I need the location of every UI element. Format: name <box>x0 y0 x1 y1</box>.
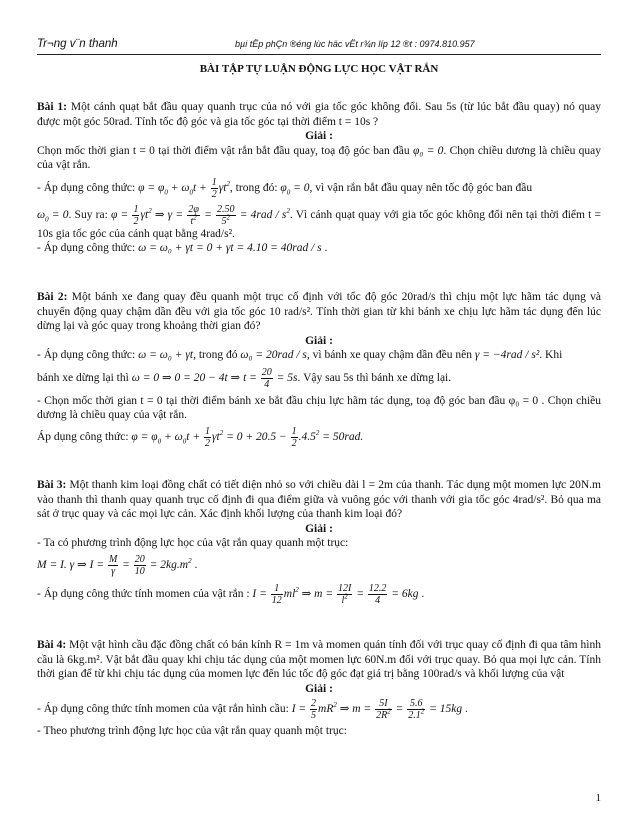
problem-1-formula-phi0-b: $\varphi_0 = 0$ <box>280 181 310 196</box>
problem-1-step-2b: , trong đó: <box>229 181 278 194</box>
problem-3-step-1: - Ta có phương trình động lực học của vật rắn quay quanh một trục: <box>37 537 349 549</box>
problem-2-step-3: - Chọn mốc thời gian t = 0 tại thời điểm bánh xe bắt đầu chịu lực hãm tác dụng, toạ độ góc ban đầu φ₀ = 0 . Chọn chiều dương là chiều quay của vật rắn. <box>37 394 601 421</box>
problem-2-step-1d: . Khi <box>539 349 563 361</box>
problem-4-question: Một vật hình cầu đặc đồng chất có bán kính R = 1m và momen quán tính đối với trục quay cố định đi qua tâm hình cầu là 6kg.m². Vật bắt đầu quay khi chịu tác dụng của một momen lực 60N.m đối với trục quay. Bỏ qua mọi lực cản. Tính thời gian để từ khi chịu tác dụng của momen lực đến lúc tốc độ góc đạt giá trị bằng 100rad/s và khối lượng của vật <box>37 639 602 680</box>
problem-1-question: Một cánh quạt bắt đầu quay quanh trục của nó với gia tốc góc không đổi. Sau 5s (từ lúc bắt đầu quay) nó quay được một góc 50rad. Tính tốc độ góc và gia tốc góc tại thời điểm t = 10s ? <box>37 101 602 128</box>
header-subject: bµi tËp phÇn ®éng lùc häc vËt r¾n líp 12 ®t : 0974.810.957 <box>235 39 475 49</box>
page-title: BÀI TẬP TỰ LUẬN ĐỘNG LỰC HỌC VẬT RẮN <box>199 63 439 75</box>
problem-1-formula-gamma: φ = $\frac{1}{2}$ $\gamma t^2$ ⇒ γ = $\frac{2\varphi}{t^2}$ = $\frac{2.50}{5^2}$ = $4rad / s^2$ <box>110 203 290 227</box>
solution-label: Giải <box>305 682 327 695</box>
problem-1-step-3b: . Vì cánh quạt quay với gia tốc góc không đổi nên tại thời điểm t = 10s gia tốc góc của cánh quạt bằng 4rad/s². <box>37 208 602 240</box>
problem-3-formula-inertia: M = I. γ ⇒ I = $\frac{M}{\gamma}$ = $\frac{20}{10}$ = $2kg.m^2$ <box>37 553 192 577</box>
problem-1-step-2a: - Áp dụng công thức: <box>37 181 136 194</box>
solution-label: Giải <box>305 334 327 347</box>
problem-4-step-1a: - Áp dụng công thức tính momen của vật rắn hình cầu: <box>37 703 289 716</box>
problem-4-formula-mass: I = $\frac{2}{5}$ $mR^2$ ⇒ m = $\frac{5I}{2R^2}$ = $\frac{5.6}{2.1^2}$ = 15kg <box>291 698 463 721</box>
problem-1-formula-phi0: φ₀ = 0 <box>412 144 444 157</box>
solution-label: Giải <box>305 522 327 535</box>
problem-2-step-2b: . Vậy sau 5s thì bánh xe dừng lại. <box>297 371 452 384</box>
problem-4-label: Bài 4: <box>37 639 67 651</box>
problem-2-question: Một bánh xe đang quay đều quanh một trục cố định với tốc độ góc 20rad/s thì chịu một lực hãm tác dụng và chuyển động quay chậm dần đều với gia tốc góc 10 rad/s². Tính thời gian từ khi bánh xe chịu lực hãm tác dụng đến lúc dừng lại và góc quay trong khoảng thời gian đó? <box>37 291 602 332</box>
problem-4: Bài 4: Một vật hình cầu đặc đồng chất có bán kính R = 1m và momen quán tính đối với trục quay cố định đi qua tâm hình cầu là 6kg.m². Vật bắt đầu quay khi chịu tác dụng của một momen lực 60N.m đối với trục quay. Bỏ qua mọi lực cản. Tính thời gian để từ khi chịu tác dụng của momen lực đến lúc tốc độ góc đạt giá trị bằng 100rad/s và khối lượng của vật Giải : - Áp dụng công thức tính momen của vật rắn hình cầu: I = $\frac{2}{5}$ $mR^2$ ⇒ m = $\frac{5I}{2R^2}$ = $\frac{5.6}{2.1^2}$ = 15kg . - Theo phương trình động lực học của vật rắn quay quanh một trục: <box>37 639 602 737</box>
page-header <box>37 38 601 55</box>
problem-2-label: Bài 2: <box>37 291 68 303</box>
problem-2-step-1a: - Áp dụng công thức: <box>37 349 136 361</box>
problem-2-step-4a: Áp dụng công thức: <box>37 430 129 443</box>
problem-2-formula-omega0: ω₀ = 20rad / s <box>240 349 307 361</box>
problem-4-step-2: - Theo phương trình động lực học của vật rắn quay quanh một trục: <box>37 725 347 737</box>
problem-3-formula-mass: I = $\frac{1}{12}$ $ml^2$ ⇒ m = $\frac{12I}{l^2}$ = $\frac{12.2}{4}$ = 6kg <box>252 582 419 606</box>
problem-1-step-2c: , vì vận rắn bắt đầu quay nên tốc độ góc ban đầu <box>309 181 533 194</box>
problem-1-step-3a: . Suy ra: <box>68 208 108 221</box>
problem-2-step-2a: bánh xe dừng lại thì <box>37 371 129 384</box>
solution-label: Giải <box>305 130 327 142</box>
problem-1-label: Bài 1: <box>37 101 68 113</box>
problem-1-formula-omega: ω = ω₀ + γt = 0 + γt = 4.10 = 40rad / s <box>138 242 322 254</box>
problem-2-formula-t: ω = 0 ⇒ 0 = 20 − 4t ⇒ t = $\frac{20}{4}$ = 5s <box>131 366 298 390</box>
problem-3-question: Một thanh kim loại đồng chất có tiết diện nhỏ so với chiều dài l = 2m của thanh. Tác dụng một momen lực 20N.m vào thanh thì thanh quay quanh trục cố định đi qua điểm giữa và vuông góc với thanh với gia tốc góc 4rad/s². Bỏ qua ma sát ở trục quay và các mọi lực cản. Xác định khối lượng của thanh kim loại đó? <box>37 479 601 520</box>
problem-1-step-1a: Chọn mốc thời gian t = 0 tại thời điểm vật rắn bắt đầu quay, toạ độ góc ban đầu <box>37 144 410 157</box>
header-author: Tr¬ng v¨n thanh <box>37 38 118 50</box>
problem-1-step-4a: - Áp dụng công thức: <box>37 242 136 254</box>
problem-1-formula-phi: $\varphi = \varphi_0 + \omega_0t$ + $\frac{1}{2}$ $\gamma t^2$ <box>138 176 230 200</box>
problem-2-formula-omega: ω = ω₀ + γt <box>138 349 194 361</box>
problem-1-formula-omega0: $\omega_0 = 0$ <box>37 208 69 223</box>
problem-2: Bài 2: Một bánh xe đang quay đều quanh một trục cố định với tốc độ góc 20rad/s thì chịu một lực hãm tác dụng và chuyển động quay chậm dần đều với gia tốc góc 10 rad/s². Tính thời gian từ khi bánh xe chịu lực hãm tác dụng đến lúc dừng lại và góc quay trong khoảng thời gian đó? Giải : - Áp dụng công thức: ω = ω₀ + γt, trong đó ω₀ = 20rad / s, vì bánh xe quay chậm dần đều nên γ = −4rad / s². Khi bánh xe dừng lại thì ω = 0 ⇒ 0 = 20 − 4t ⇒ t = $\frac{20}{4}$ = 5s. Vậy sau 5s thì bánh xe dừng lại. - Chọn mốc thời gian t = 0 tại thời điểm bánh xe bắt đầu chịu lực hãm tác dụng, toạ độ góc ban đầu φ₀ = 0 . Chọn chiều dương là chiều quay của vật rắn. Áp dụng công thức: $\varphi = \varphi_0 + \omega_0t$ + $\frac{1}{2}$ $\gamma t^2 = 0 + 20.5$ − $\frac{1}{2}$ $.4.5^2 = 50rad$. <box>37 291 602 449</box>
problem-3-step-3a: - Áp dụng công thức tính momen của vật rắn : <box>37 587 250 600</box>
problem-3: Bài 3: Một thanh kim loại đồng chất có tiết diện nhỏ so với chiều dài l = 2m của thanh. Tác dụng một momen lực 20N.m vào thanh thì thanh quay quanh trục cố định đi qua điểm giữa và vuông góc với thanh với gia tốc góc 4rad/s². Bỏ qua ma sát ở trục quay và các mọi lực cản. Xác định khối lượng của thanh kim loại đó? Giải : - Ta có phương trình động lực học của vật rắn quay quanh một trục: M = I. γ ⇒ I = $\frac{M}{\gamma}$ = $\frac{20}{10}$ = $2kg.m^2$ . - Áp dụng công thức tính momen của vật rắn : I = $\frac{1}{12}$ $ml^2$ ⇒ m = $\frac{12I}{l^2}$ = $\frac{12.2}{4}$ = 6kg . <box>37 479 601 606</box>
page-number: 1 <box>595 792 601 804</box>
problem-1-step-1b: . Chọn chiều dương là chiều quay của vật rắn. <box>37 144 602 171</box>
problem-2-step-1b: , trong đó <box>193 349 238 361</box>
problem-2-formula-gamma: γ = −4rad / s² <box>474 349 540 361</box>
problem-2-formula-phi: $\varphi = \varphi_0 + \omega_0t$ + $\frac{1}{2}$ $\gamma t^2 = 0 + 20.5$ − $\frac{1}{2}$ $.4.5^2 = 50rad$. <box>131 425 364 449</box>
problem-2-step-1c: , vì bánh xe quay chậm dần đều nên <box>306 349 472 361</box>
problem-1: Bài 1: Một cánh quạt bắt đầu quay quanh trục của nó với gia tốc góc không đổi. Sau 5s (từ lúc bắt đầu quay) nó quay được một góc 50rad. Tính tốc độ góc và gia tốc góc tại thời điểm t = 10s ? Giải : Chọn mốc thời gian t = 0 tại thời điểm vật rắn bắt đầu quay, toạ độ góc ban đầu φ₀ = 0. Chọn chiều dương là chiều quay của vật rắn. - Áp dụng công thức: $\varphi = \varphi_0 + \omega_0t$ + $\frac{1}{2}$ $\gamma t^2$, trong đó: $\varphi_0 = 0$, vì vận rắn bắt đầu quay nên tốc độ góc ban đầu $\omega_0 = 0$. Suy ra: φ = $\frac{1}{2}$ $\gamma t^2$ ⇒ γ = $\frac{2\varphi}{t^2}$ = $\frac{2.50}{5^2}$ = $4rad / s^2$. Vì cánh quạt quay với gia tốc góc không đổi nên tại thời điểm t = 10s gia tốc góc của cánh quạt bằng 4rad/s². - Áp dụng công thức: ω = ω₀ + γt = 0 + γt = 4.10 = 40rad / s . <box>37 101 602 254</box>
problem-3-label: Bài 3: <box>37 479 67 491</box>
